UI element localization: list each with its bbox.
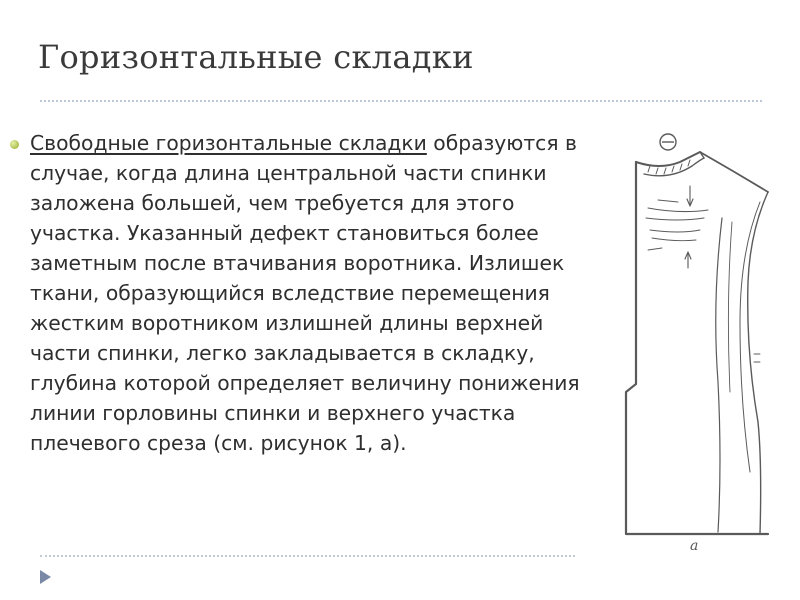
title-divider xyxy=(40,100,762,102)
body-paragraph xyxy=(30,128,590,458)
lead-phrase: Свободные горизонтальные складки xyxy=(30,131,427,155)
garment-back-illustration xyxy=(600,122,770,582)
bullet-dot-icon xyxy=(10,140,19,149)
minus-circle-icon xyxy=(660,134,676,150)
body-text: образуются в случае, когда длина центральной части спинки заложена большей, чем требуется для этого участка. Указанный дефект становиться более заметным после втачивания воротника. Излишек ткани, образующийся вследствие перемещения жестким воротником излишней длины верхней части спинки, легко закладывается в складку, глубина которой определяет величину понижения линии горловины спинки и верхнего участка плечевого среза (см. рисунок 1, а). xyxy=(30,131,580,455)
figure-label: а xyxy=(690,538,699,554)
slide-title: Горизонтальные складки xyxy=(38,38,474,76)
play-arrow-icon[interactable] xyxy=(40,570,51,584)
bottom-divider xyxy=(40,555,575,557)
